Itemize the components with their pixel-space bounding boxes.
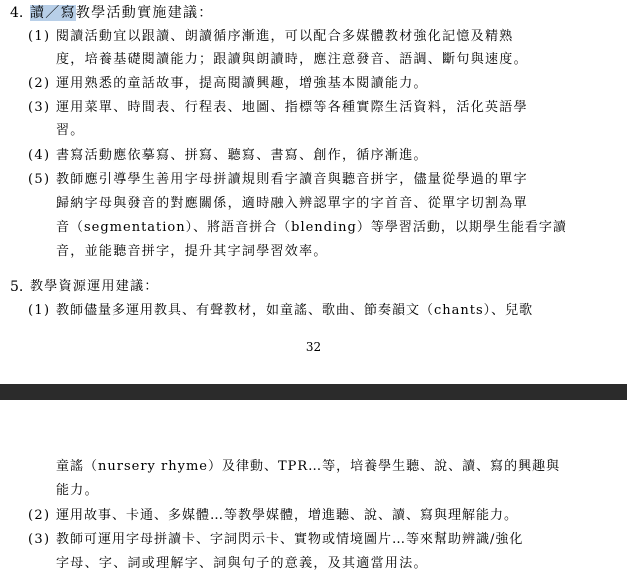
item-5-3-line-1: 教師可運用字母拼讀卡、字詞閃示卡、實物或情境圖片…等來幫助辨識/強化	[56, 532, 524, 547]
item-4-5-number: (5)	[28, 172, 51, 187]
item-4-5-line-3: 音（segmentation）、將語音拼合（blending）等學習活動，以期學生能看字讀	[56, 220, 567, 235]
item-4-2-number: (2)	[28, 76, 51, 91]
item-5-1-line-1: 教師儘量多運用教具、有聲教材，如童謠、歌曲、節奏韻文（chants）、兒歌	[56, 303, 534, 318]
item-5-1-number: (1)	[28, 303, 51, 318]
item-5-2-number: (2)	[28, 508, 51, 523]
item-5-3-line-2: 字母、字、詞或理解字、詞與句子的意義，及其適當用法。	[56, 556, 428, 571]
item-5-2-line-1: 運用故事、卡通、多媒體…等教學媒體，增進聽、說、讀、寫與理解能力。	[56, 508, 519, 523]
item-4-2-line-1: 運用熟悉的童話故事，提高閱讀興趣，增強基本閱讀能力。	[56, 76, 428, 91]
item-4-3-line-2: 習。	[56, 123, 85, 138]
continuation-line-1: 童謠（nursery rhyme）及律動、TPR…等，培養學生聽、說、讀、寫的興趣與	[56, 459, 561, 474]
item-4-5-line-4: 音，並能聽音拼字，提升其字詞學習效率。	[56, 244, 328, 259]
section-4-title-highlight: 讀／寫	[30, 5, 76, 21]
item-5-3-number: (3)	[28, 532, 51, 547]
item-4-5-line-2: 歸納字母與發音的對應關係，適時融入辨認單字的字首音、從單字切割為單	[56, 196, 528, 211]
section-4-title-rest: 教學活動實施建議：	[75, 5, 214, 21]
section-4-title	[30, 4, 214, 22]
section-5-title: 教學資源運用建議：	[30, 279, 159, 294]
item-4-4-number: (4)	[28, 148, 51, 163]
item-4-1-number: (1)	[28, 29, 51, 44]
section-4-number: 4.	[10, 5, 24, 21]
section-5-number: 5.	[10, 279, 24, 295]
item-4-3-number: (3)	[28, 100, 51, 115]
continuation-line-2: 能力。	[56, 483, 99, 498]
item-4-3-line-1: 運用菜單、時間表、行程表、地圖、指標等各種實際生活資料，活化英語學	[56, 100, 528, 115]
item-4-1-line-2: 度，培養基礎閱讀能力；跟讀與朗讀時，應注意發音、語調、斷句與速度。	[56, 52, 528, 67]
item-4-1-line-1: 閱讀活動宜以跟讀、朗讀循序漸進，可以配合多媒體教材強化記憶及精熟	[56, 29, 514, 44]
item-4-4-line-1: 書寫活動應依摹寫、拼寫、聽寫、書寫、創作，循序漸進。	[56, 148, 428, 163]
item-4-5-line-1: 教師應引導學生善用字母拼讀規則看字讀音與聽音拼字，儘量從學過的單字	[56, 172, 528, 187]
document-page-bottom	[0, 400, 627, 583]
page-separator	[0, 384, 627, 400]
page-number: 32	[305, 340, 322, 354]
